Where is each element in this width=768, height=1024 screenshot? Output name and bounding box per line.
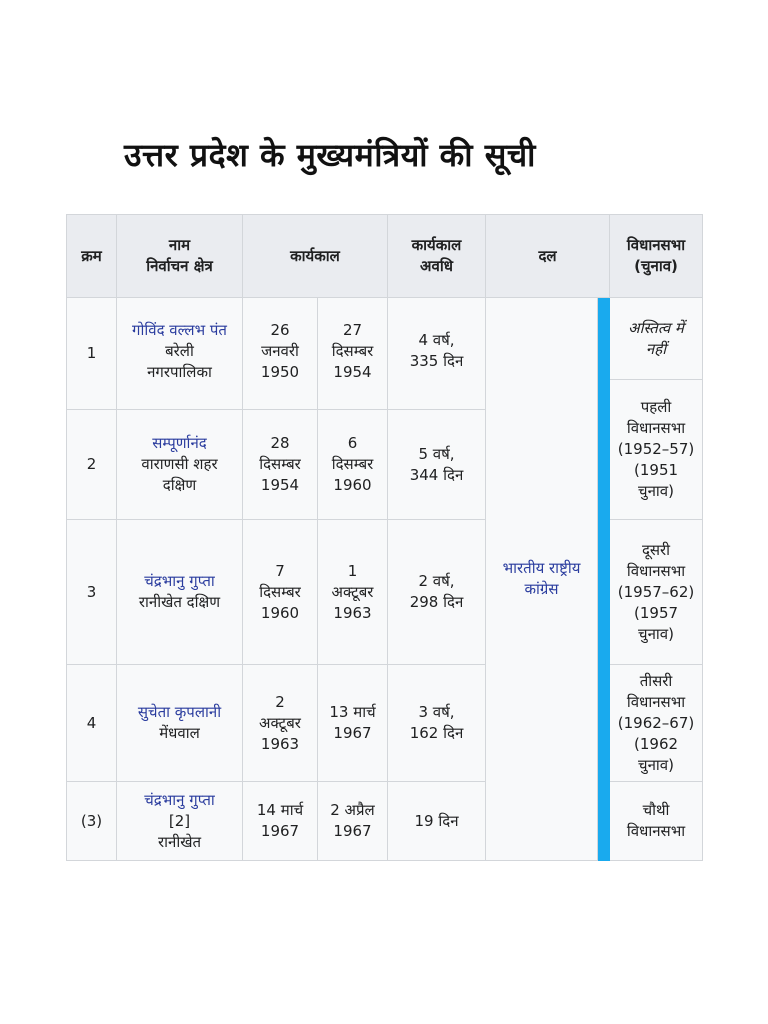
duration-cell: 5 वर्ष, 344 दिन bbox=[388, 410, 486, 520]
party-cell: भारतीय राष्ट्रीय कांग्रेस bbox=[486, 298, 598, 861]
assembly-cell: अस्तित्व में नहीं bbox=[610, 298, 703, 380]
serial-cell: 3 bbox=[67, 520, 117, 665]
start-date-cell: 14 मार्च 1967 bbox=[243, 782, 318, 861]
cm-name-link[interactable]: सुचेता कृपलानी bbox=[137, 703, 222, 721]
assembly-cell: दूसरी विधानसभा (1957–62) (1957 चुनाव) bbox=[610, 520, 703, 665]
serial-cell: 4 bbox=[67, 665, 117, 782]
chief-ministers-table bbox=[66, 214, 703, 861]
end-date-cell: 1 अक्टूबर 1963 bbox=[318, 520, 388, 665]
end-date-cell: 6 दिसम्बर 1960 bbox=[318, 410, 388, 520]
party-color-bar bbox=[598, 298, 610, 861]
name-cell: गोविंद वल्लभ पंत बरेली नगरपालिका bbox=[117, 298, 243, 410]
header-assembly: विधानसभा (चुनाव) bbox=[610, 215, 703, 298]
table-row bbox=[67, 298, 703, 380]
serial-cell: 2 bbox=[67, 410, 117, 520]
end-date-cell: 2 अप्रैल 1967 bbox=[318, 782, 388, 861]
header-party: दल bbox=[486, 215, 610, 298]
name-cell: सम्पूर्णानंद वाराणसी शहर दक्षिण bbox=[117, 410, 243, 520]
start-date-cell: 28 दिसम्बर 1954 bbox=[243, 410, 318, 520]
duration-cell: 4 वर्ष, 335 दिन bbox=[388, 298, 486, 410]
cm-name-link[interactable]: चंद्रभानु गुप्ता bbox=[144, 790, 215, 809]
name-cell: चंद्रभानु गुप्ता रानीखेत दक्षिण bbox=[117, 520, 243, 665]
end-date-cell: 27 दिसम्बर 1954 bbox=[318, 298, 388, 410]
header-name: नाम निर्वाचन क्षेत्र bbox=[117, 215, 243, 298]
cm-name-link[interactable]: गोविंद वल्लभ पंत bbox=[132, 321, 227, 339]
serial-cell: 1 bbox=[67, 298, 117, 410]
start-date-cell: 26 जनवरी 1950 bbox=[243, 298, 318, 410]
end-date-cell: 13 मार्च 1967 bbox=[318, 665, 388, 782]
name-cell: चंद्रभानु गुप्ता [2] रानीखेत bbox=[117, 782, 243, 861]
header-row bbox=[67, 215, 703, 298]
name-cell: सुचेता कृपलानी मेंधवाल bbox=[117, 665, 243, 782]
start-date-cell: 2 अक्टूबर 1963 bbox=[243, 665, 318, 782]
header-tenure: कार्यकाल bbox=[243, 215, 388, 298]
reference-marker[interactable]: [2] bbox=[168, 811, 191, 830]
assembly-cell: तीसरी विधानसभा (1962–67) (1962 चुनाव) bbox=[610, 665, 703, 782]
header-duration: कार्यकाल अवधि bbox=[388, 215, 486, 298]
assembly-cell: पहली विधानसभा (1952–57) (1951 चुनाव) bbox=[610, 380, 703, 520]
duration-cell: 3 वर्ष, 162 दिन bbox=[388, 665, 486, 782]
start-date-cell: 7 दिसम्बर 1960 bbox=[243, 520, 318, 665]
party-link[interactable]: भारतीय राष्ट्रीय bbox=[502, 559, 581, 577]
cm-name-link[interactable]: सम्पूर्णानंद bbox=[152, 434, 207, 452]
serial-cell: (3) bbox=[67, 782, 117, 861]
duration-cell: 2 वर्ष, 298 दिन bbox=[388, 520, 486, 665]
duration-cell: 19 दिन bbox=[388, 782, 486, 861]
header-serial: क्रम bbox=[67, 215, 117, 298]
cm-name-link[interactable]: चंद्रभानु गुप्ता bbox=[144, 572, 215, 590]
page-title: उत्तर प्रदेश के मुख्यमंत्रियों की सूची bbox=[124, 136, 536, 175]
assembly-cell: चौथी विधानसभा bbox=[610, 782, 703, 861]
